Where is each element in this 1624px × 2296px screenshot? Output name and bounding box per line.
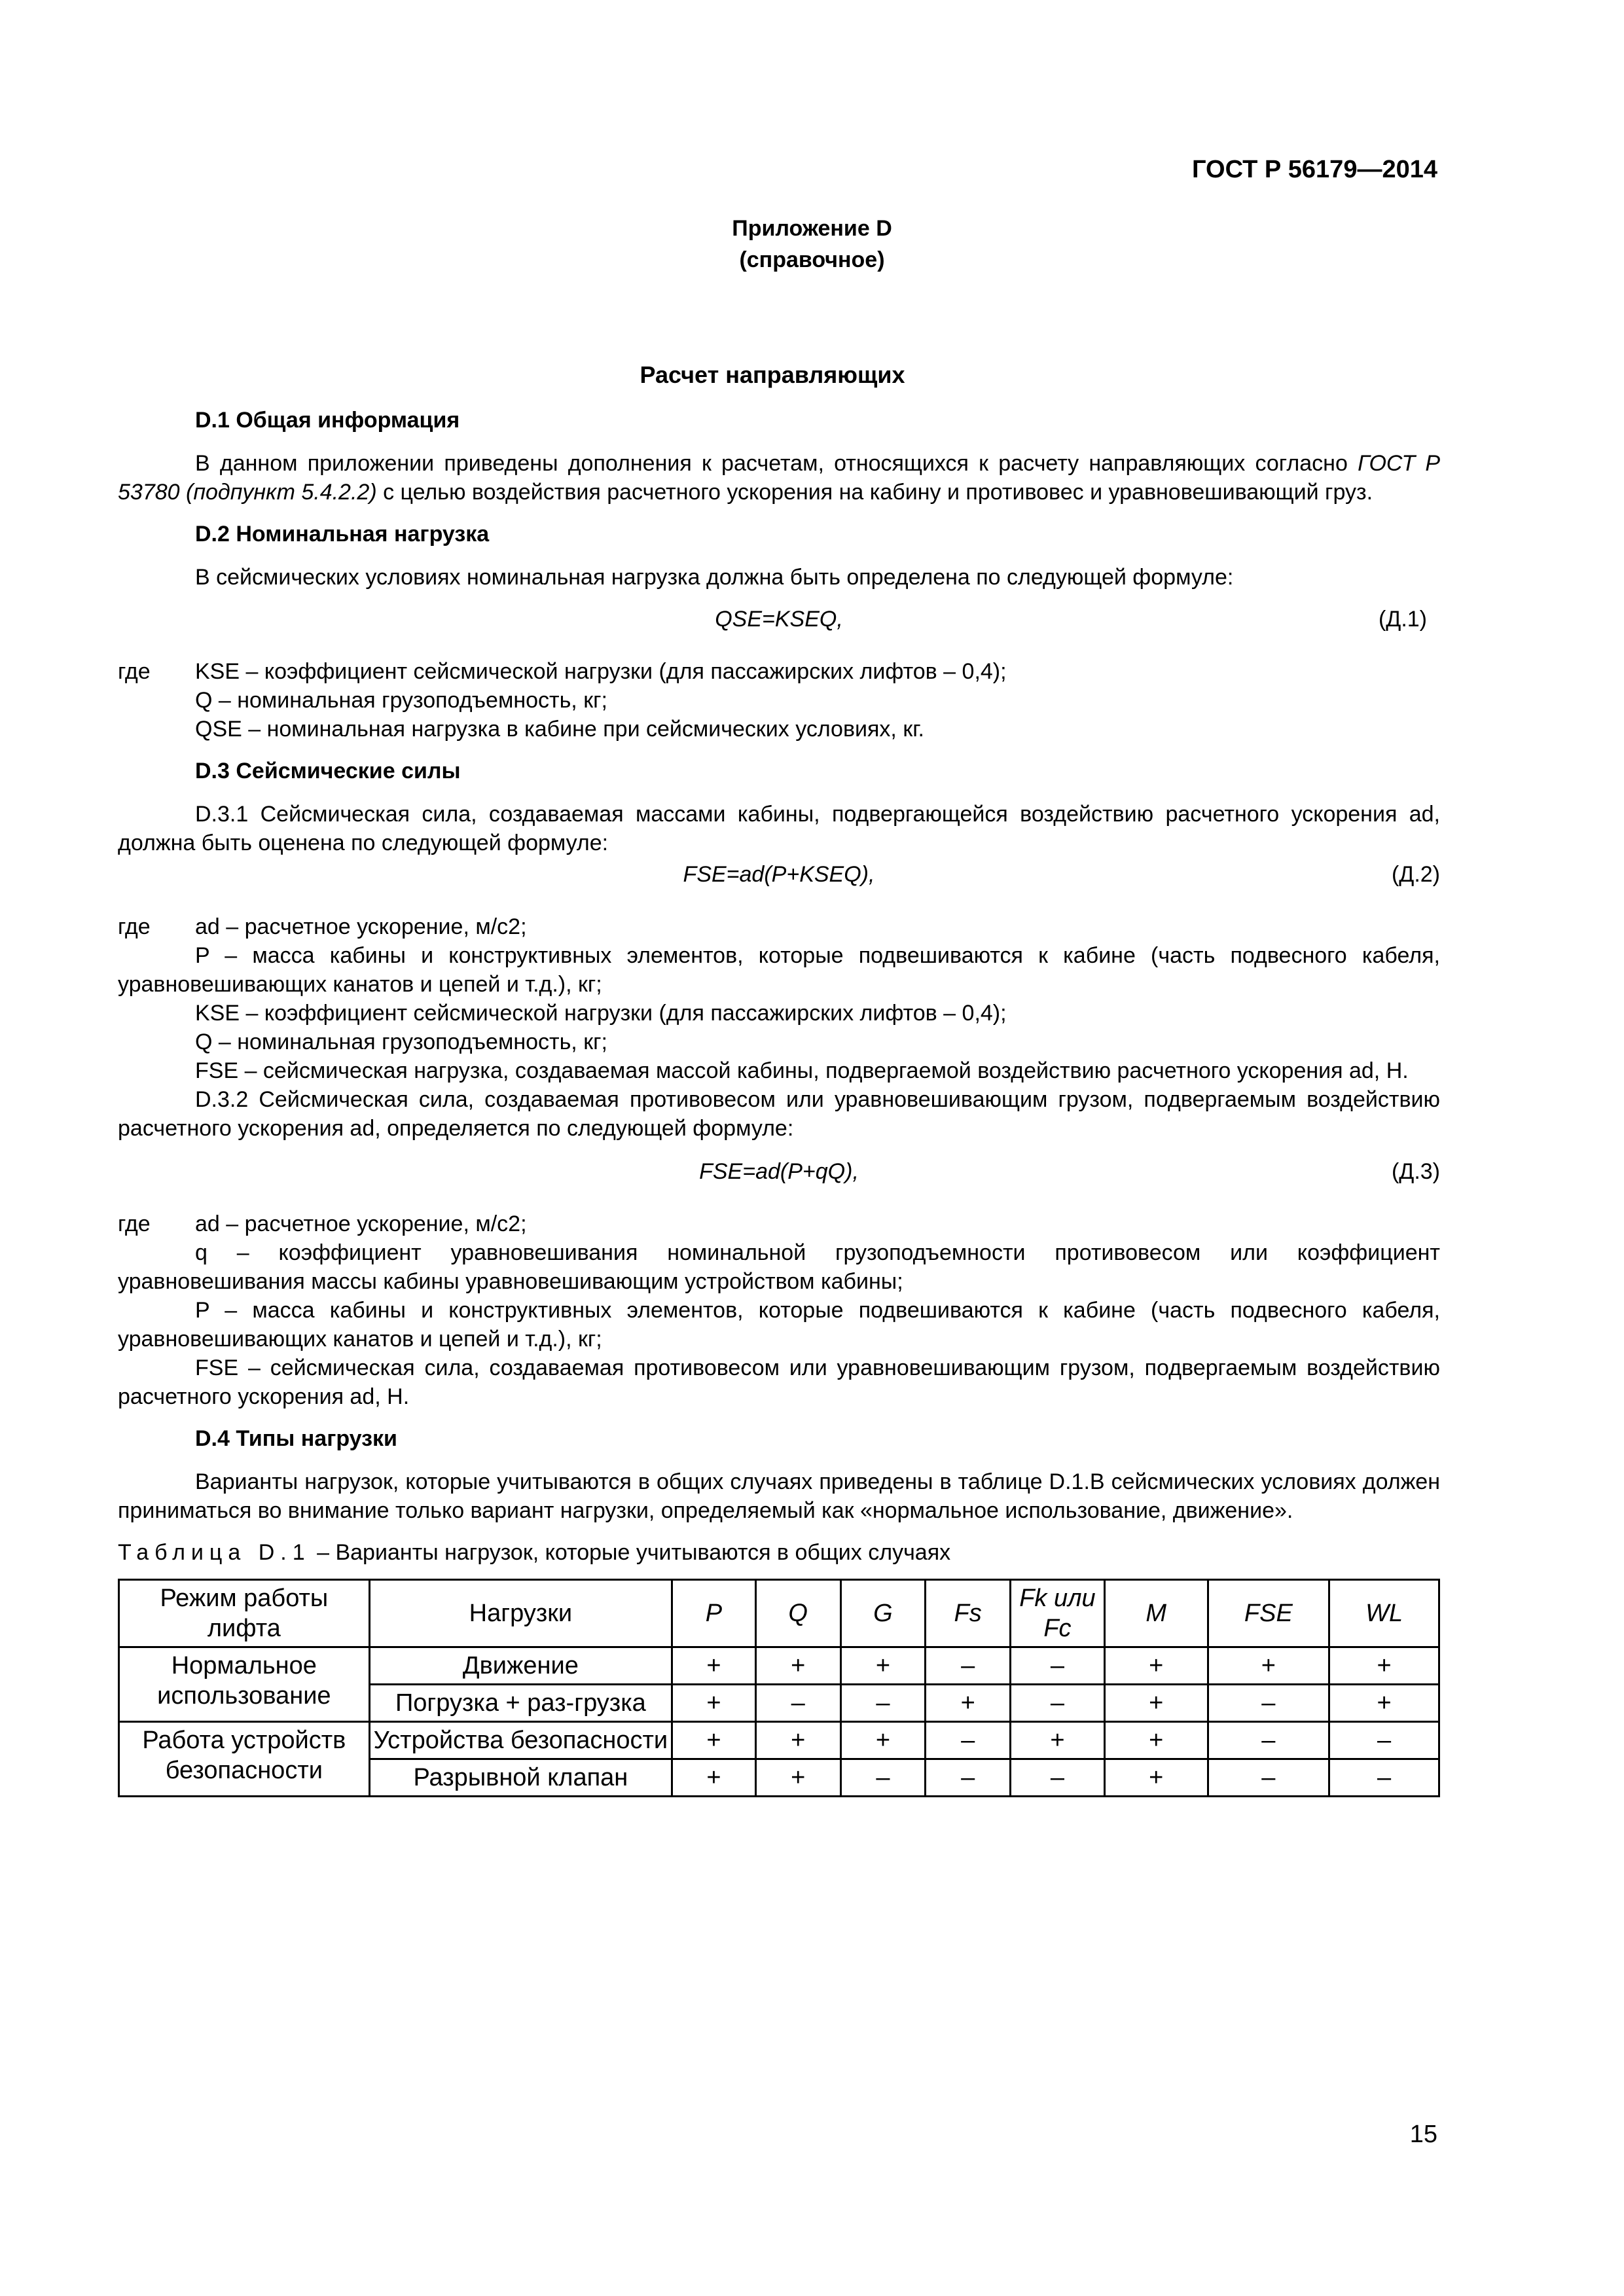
formula-d2 xyxy=(118,860,1440,895)
section-heading-d3: D.3 Сейсмические силы xyxy=(195,759,461,783)
formula-legend-d3 xyxy=(118,1210,1440,1411)
table-cell: + xyxy=(672,1647,756,1685)
paragraph-d3-1: D.3.1 Сейсмическая сила, создаваемая массами кабины, подвергающейся воздействию расчетного ускорения ad, должна быть оценена по следующей формуле: xyxy=(118,802,1440,855)
load-cell: Устройства безопасности xyxy=(369,1722,672,1759)
section-heading-d2: D.2 Номинальная нагрузка xyxy=(195,522,490,547)
paragraph-d3-2: D.3.2 Сейсмическая сила, создаваемая противовесом или уравновешивающим грузом, подвергаемым воздействию расчетного ускорения ad, определяется по следующей формуле: xyxy=(118,1087,1440,1141)
where-label: где xyxy=(118,659,151,684)
table-cell: + xyxy=(1104,1759,1208,1797)
header-cell: Режим работы лифта xyxy=(119,1580,370,1647)
table-cell: – xyxy=(1011,1759,1105,1797)
table-cell: + xyxy=(1329,1647,1439,1685)
table-cell: + xyxy=(1104,1722,1208,1759)
page-number: 15 xyxy=(1409,2121,1437,2148)
legend-item: FSE – сейсмическая сила, создаваемая противовесом или уравновешивающим грузом, подвергаемым воздействию расчетного ускорения ad, Н. xyxy=(118,1355,1440,1409)
formula-d3 xyxy=(118,1157,1440,1193)
paragraph-d2: В сейсмических условиях номинальная нагрузка должна быть определена по следующей формуле: xyxy=(195,565,1234,590)
formula-number: (Д.3) xyxy=(1391,1159,1440,1184)
table-cell: – xyxy=(1208,1685,1329,1722)
table-cell: + xyxy=(755,1722,840,1759)
table-cell: – xyxy=(840,1759,926,1797)
table-cell: + xyxy=(840,1722,926,1759)
table-cell: – xyxy=(1329,1759,1439,1797)
table-cell: – xyxy=(1329,1722,1439,1759)
header-cell: Нагрузки xyxy=(369,1580,672,1647)
header-cell: WL xyxy=(1329,1580,1439,1647)
appendix-label: Приложение D xyxy=(732,216,892,241)
legend-item: q – коэффициент уравновешивания номинальной грузоподъемности противовесом или коэффициент уравновешивания массы кабины уравновешивающим устройством кабины; xyxy=(118,1240,1440,1294)
header-cell: FSE xyxy=(1208,1580,1329,1647)
legend-item: ad – расчетное ускорение, м/с2; xyxy=(195,914,527,939)
formula-expression: QSE=KSEQ, xyxy=(715,607,843,632)
table-cell: + xyxy=(1011,1722,1105,1759)
table-row xyxy=(119,1722,1439,1759)
table-row xyxy=(119,1647,1439,1685)
table-header-row xyxy=(119,1580,1439,1647)
legend-item: KSE – коэффициент сейсмической нагрузки (для пассажирских лифтов – 0,4); xyxy=(195,1001,1007,1026)
formula-number: (Д.2) xyxy=(1391,862,1440,887)
paragraph-d4: Варианты нагрузок, которые учитываются в общих случаях приведены в таблице D.1.В сейсмических условиях должен приниматься во внимание только вариант нагрузки, определяемый как «нормальное использование, движение». xyxy=(118,1469,1440,1523)
table-cell: – xyxy=(926,1759,1011,1797)
table-caption-label: Таблица D.1 xyxy=(118,1540,311,1565)
table-cell: + xyxy=(672,1759,756,1797)
header-cell: M xyxy=(1104,1580,1208,1647)
table-cell: + xyxy=(672,1722,756,1759)
legend-item: FSE – сейсмическая нагрузка, создаваемая массой кабины, подвергаемой воздействию расчетного ускорения ad, Н. xyxy=(195,1058,1409,1083)
legend-item: P – масса кабины и конструктивных элементов, которые подвешиваются к кабине (часть подвесного кабеля, уравновешивающих канатов и цепей и т.д.), кг; xyxy=(118,1298,1440,1352)
formula-expression: FSE=ad(P+qQ), xyxy=(699,1159,859,1184)
table-cell: + xyxy=(840,1647,926,1685)
where-label: где xyxy=(118,914,151,939)
table-cell: + xyxy=(672,1685,756,1722)
section-heading-d1: D.1 Общая информация xyxy=(195,408,460,433)
where-label: где xyxy=(118,1211,151,1236)
formula-number: (Д.1) xyxy=(1378,607,1427,632)
header-cell: G xyxy=(840,1580,926,1647)
table-caption xyxy=(118,1538,1440,1567)
table-cell: + xyxy=(1104,1647,1208,1685)
header-cell: P xyxy=(672,1580,756,1647)
paragraph-d1: В данном приложении приведены дополнения к расчетам, относящихся к расчету направляющих согласно ГОСТ Р 53780 (подпункт 5.4.2.2) с целью воздействия расчетного ускорения на кабину и противовес и уравновешивающий груз. xyxy=(118,451,1440,505)
table-cell: – xyxy=(1208,1759,1329,1797)
header-cell: Fk или Fc xyxy=(1011,1580,1105,1647)
appendix-type: (справочное) xyxy=(739,247,885,272)
table-cell: – xyxy=(1011,1647,1105,1685)
table-cell: – xyxy=(1208,1722,1329,1759)
table-cell: – xyxy=(840,1685,926,1722)
legend-item: KSE – коэффициент сейсмической нагрузки (для пассажирских лифтов – 0,4); xyxy=(195,659,1007,684)
table-cell: – xyxy=(755,1685,840,1722)
table-cell: – xyxy=(1011,1685,1105,1722)
mode-cell: Работа устройств безопасности xyxy=(119,1722,370,1797)
header-cell: Fs xyxy=(926,1580,1011,1647)
legend-item: P – масса кабины и конструктивных элементов, которые подвешиваются к кабине (часть подвесного кабеля, уравновешивающих канатов и цепей и т.д.), кг; xyxy=(118,943,1440,997)
load-cell: Движение xyxy=(369,1647,672,1685)
table-cell: + xyxy=(1208,1647,1329,1685)
table-cell: + xyxy=(755,1759,840,1797)
table-cell: – xyxy=(926,1647,1011,1685)
formula-legend-d2 xyxy=(118,912,1440,1143)
page-title: Расчет направляющих xyxy=(640,361,905,388)
formula-expression: FSE=ad(P+KSEQ), xyxy=(683,862,875,887)
section-heading-d4: D.4 Типы нагрузки xyxy=(195,1426,397,1451)
load-cell: Погрузка + раз-грузка xyxy=(369,1685,672,1722)
table-cell: – xyxy=(926,1722,1011,1759)
legend-item: Q – номинальная грузоподъемность, кг; xyxy=(195,1030,607,1054)
legend-item: Q – номинальная грузоподъемность, кг; xyxy=(195,688,607,713)
formula-d1 xyxy=(118,605,1440,640)
formula-legend-d1 xyxy=(118,657,1440,744)
document-code: ГОСТ Р 56179—2014 xyxy=(1192,156,1437,183)
legend-item: QSE – номинальная нагрузка в кабине при сейсмических условиях, кг. xyxy=(195,717,924,742)
load-cell: Разрывной клапан xyxy=(369,1759,672,1797)
table-cell: + xyxy=(926,1685,1011,1722)
header-cell: Q xyxy=(755,1580,840,1647)
table-cell: + xyxy=(1329,1685,1439,1722)
table-cell: + xyxy=(1104,1685,1208,1722)
legend-item: ad – расчетное ускорение, м/с2; xyxy=(195,1211,527,1236)
load-variants-table xyxy=(118,1579,1440,1797)
table-caption-text: – Варианты нагрузок, которые учитываются в общих случаях xyxy=(310,1540,951,1565)
table-cell: + xyxy=(755,1647,840,1685)
standard-reference: ГОСТ Р 53780 (подпункт 5.4.2.2) xyxy=(118,451,1440,505)
mode-cell: Нормальное использование xyxy=(119,1647,370,1722)
document-body xyxy=(118,406,1440,1797)
